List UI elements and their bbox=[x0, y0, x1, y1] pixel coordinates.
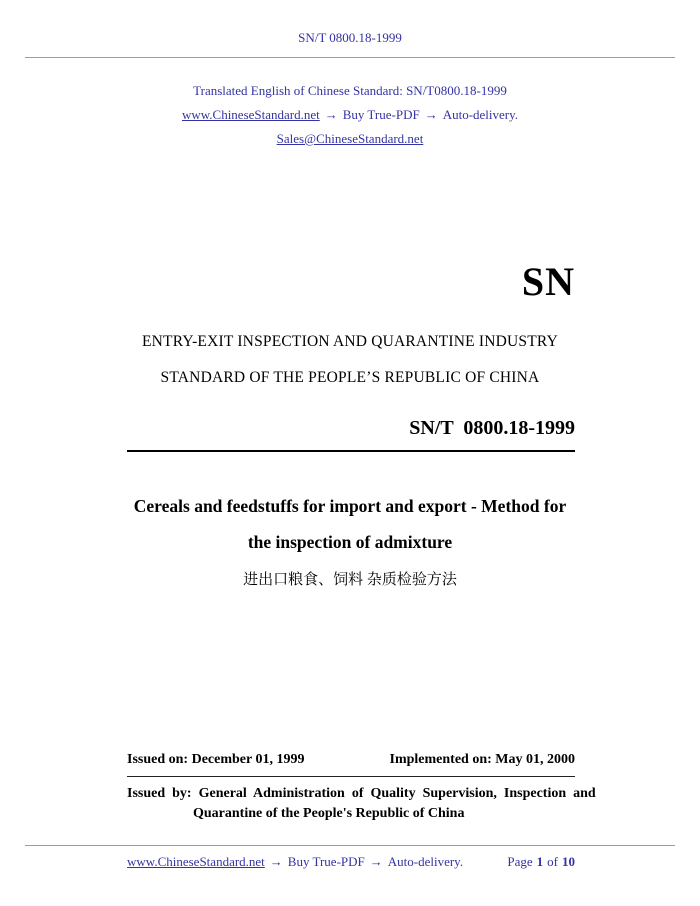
org-line-1: ENTRY-EXIT INSPECTION AND QUARANTINE INDUSTRY bbox=[141, 333, 558, 350]
footer-promo bbox=[127, 854, 463, 870]
page-footer bbox=[127, 854, 575, 870]
title-english-line-2: the inspection of admixture bbox=[247, 532, 453, 552]
page-number: 1 bbox=[536, 854, 544, 869]
auto-delivery-text: Auto-delivery. bbox=[442, 107, 519, 122]
issued-on-date: Issued on: December 01, 1999 bbox=[127, 752, 305, 767]
arrow-icon: → bbox=[424, 107, 438, 122]
page-total: 10 bbox=[562, 854, 575, 869]
page-of-label: of bbox=[547, 854, 558, 869]
title-english-line-1: Cereals and feedstuffs for import and export - Method for bbox=[133, 496, 567, 516]
arrow-icon: → bbox=[324, 107, 338, 122]
chinesestandard-link[interactable]: www.ChineseStandard.net bbox=[181, 107, 320, 122]
header-divider bbox=[25, 57, 675, 58]
sales-email-link[interactable]: Sales@ChineseStandard.net bbox=[276, 131, 424, 146]
arrow-icon: → bbox=[269, 854, 283, 869]
translation-note: Translated English of Chinese Standard: SN/T0800.18-1999 bbox=[193, 83, 507, 98]
org-line-2: STANDARD OF THE PEOPLE’S REPUBLIC OF CHINA bbox=[160, 369, 540, 386]
issuer-block bbox=[127, 784, 596, 824]
buy-true-pdf-text: Buy True-PDF bbox=[342, 107, 420, 122]
footer-buy-true-pdf-text: Buy True-PDF bbox=[287, 854, 365, 869]
standard-body-logo: SN bbox=[521, 259, 575, 304]
dates-divider bbox=[127, 776, 575, 777]
dates-row bbox=[127, 752, 575, 768]
arrow-icon: → bbox=[369, 854, 383, 869]
footer-divider bbox=[25, 845, 675, 846]
promo-buy-line bbox=[0, 107, 700, 123]
issuer-name-part-1: General Administration of Quality Supervision, Inspection and bbox=[191, 786, 596, 801]
page-indicator bbox=[503, 854, 575, 870]
page-label: Page bbox=[507, 854, 533, 869]
implemented-on-date: Implemented on: May 01, 2000 bbox=[389, 752, 575, 767]
footer-chinesestandard-link[interactable]: www.ChineseStandard.net bbox=[127, 854, 265, 869]
sales-email-line bbox=[0, 131, 700, 147]
standard-number-divider bbox=[127, 450, 575, 452]
page-header-doc-number: SN/T 0800.18-1999 bbox=[298, 30, 402, 45]
issuer-name-part-2: Quarantine of the People's Republic of China bbox=[193, 806, 465, 821]
standard-number: SN/T 0800.18-1999 bbox=[409, 417, 575, 439]
issued-by-label: Issued by: bbox=[127, 786, 192, 801]
footer-auto-delivery-text: Auto-delivery. bbox=[387, 854, 464, 869]
title-chinese: 进出口粮食、饲料 杂质检验方法 bbox=[243, 572, 457, 588]
issuer-line-1 bbox=[127, 784, 596, 804]
